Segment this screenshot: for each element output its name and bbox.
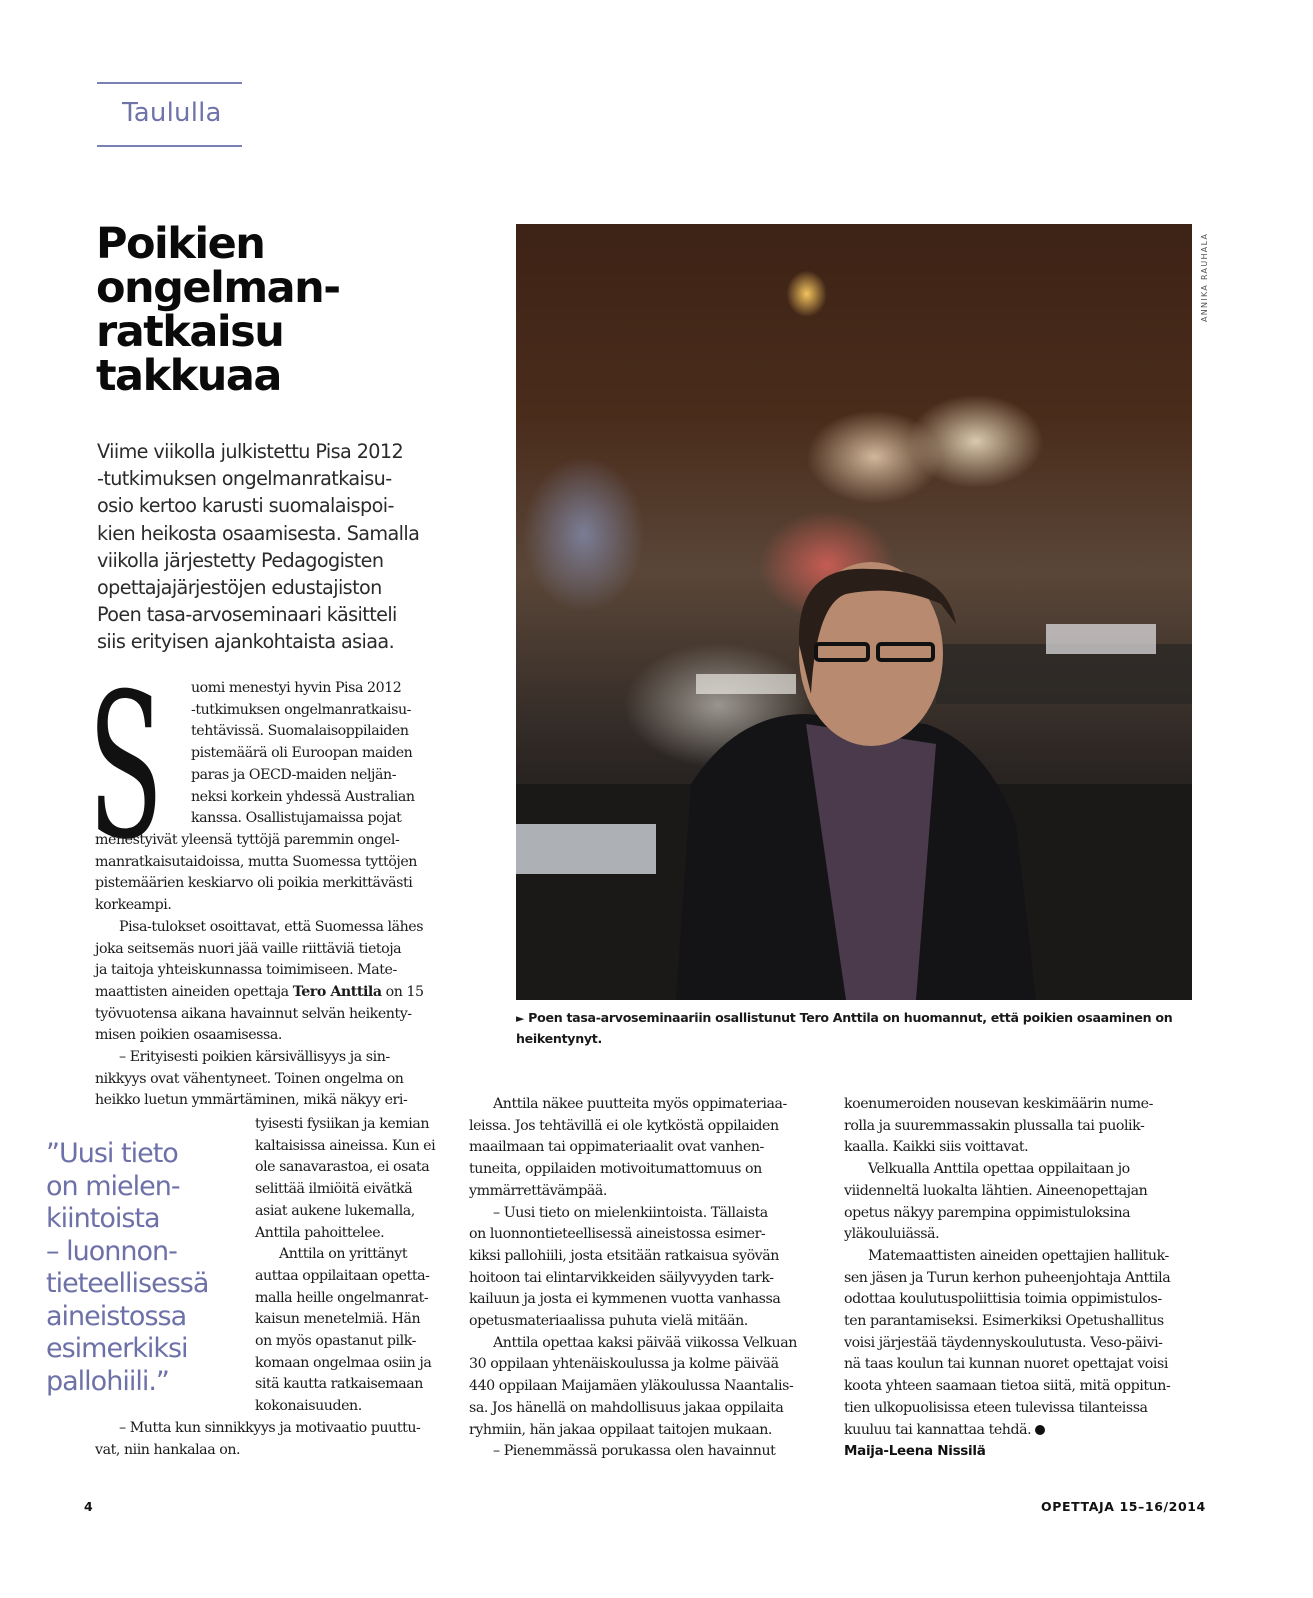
body-line: Velkualla Anttila opettaa oppilaitaan jo [868,1161,1130,1178]
photo-credit [1200,222,1212,322]
section-kicker: Taululla [122,98,222,128]
pull-quote-line: – luonnon- [46,1235,177,1267]
body-line: paras ja OECD-maiden neljän- [191,766,397,783]
body-column-1-middle [95,830,465,1112]
article-headline [96,219,476,401]
body-line: ryhmiin, hän jakaa oppilaat taitojen mukaan. [469,1421,772,1438]
body-line: misen poikien osaamisessa. [95,1027,282,1044]
body-line: koenumeroiden nousevan keskimäärin nume- [844,1096,1153,1112]
body-line: nä taas koulun tai kunnan nuoret opettajat voisi [844,1356,1168,1373]
body-line: -tutkimuksen ongelmanratkaisu- [191,701,411,718]
body-line: Anttila on yrittänyt [279,1246,408,1263]
body-line: leissa. Jos tehtävillä ei ole kytköstä oppilaiden [469,1117,779,1134]
body-line: nikkyys ovat vähentyneet. Toinen ongelma on [95,1070,404,1087]
author-byline: Maija-Leena Nissilä [844,1443,986,1460]
pull-quote-line: on mielen- [46,1170,180,1202]
body-line: on luonnontieteellisessä aineistossa esimer- [469,1226,766,1243]
body-line: asiat aukene lukemalla, [255,1202,415,1219]
body-line: ole sanavarastoa, ei osata [255,1159,430,1176]
body-line [95,982,465,1004]
body-line: – Erityisesti poikien kärsivällisyys ja sin- [119,1049,390,1066]
lead-line: kien heikosta osaamisesta. Samalla [97,521,420,545]
drop-cap: S [88,651,164,884]
body-column-2 [469,1094,819,1463]
body-line: kailuun ja josta ei kymmenen vuotta vanhassa [469,1291,781,1308]
lead-line: viikolla järjestetty Pedagogisten [97,548,384,572]
body-column-1-narrow [255,1114,465,1418]
lead-line: opettajajärjestöjen edustajiston [97,576,382,600]
body-line: 440 oppilaan Maijamäen yläkoulussa Naantalis- [469,1378,794,1395]
body-line: – Mutta kun sinnikkyys ja motivaatio puuttu- [119,1420,421,1436]
body-line: kaltaisissa aineissa. Kun ei [255,1137,436,1154]
body-line: Matemaattisten aineiden opettajien hallituk- [868,1247,1169,1264]
headline-line: Poikien [96,219,265,269]
body-line: malla heille ongelmanrat- [255,1289,429,1306]
paper-shape [696,674,796,694]
body-line: sitä kautta ratkaisemaan [255,1376,423,1393]
photo-caption [516,1008,1196,1049]
body-line: kiksi pallohiili, josta etsitään ratkaisua syövän [469,1247,779,1264]
body-line: manratkaisutaidoissa, mutta Suomessa tyttöjen [95,853,417,870]
body-line: odottaa koulutuspoliittisia toimia oppimistulos- [844,1291,1162,1308]
lead-line: -tutkimuksen ongelmanratkaisu- [97,467,392,491]
body-line: sen jäsen ja Turun kerhon puheenjohtaja Anttila [844,1269,1171,1286]
lead-line: Poen tasa-arvoseminaari käsitteli [97,603,397,627]
paper-shape [1046,624,1156,654]
body-text: on 15 [381,983,424,1000]
body-line: Anttila opettaa kaksi päivää viikossa Velkuan [493,1334,797,1351]
person-name: Tero Anttila [292,983,382,1000]
body-line: viidenneltä luokalta lähtien. Aineenopettajan [844,1182,1148,1199]
body-line: voisi järjestää täydennyskoulutusta. Veso-päivi- [844,1334,1163,1351]
article-photo [516,224,1192,1000]
photo-illustration [516,224,1192,1000]
lead-line: osio kertoo karusti suomalaispoi- [97,494,394,518]
body-line: on myös opastanut pilk- [255,1333,416,1350]
body-line: tuneita, oppilaiden motivoitumattomuus on [469,1161,762,1178]
body-column-1-top [191,678,461,830]
body-line: työvuotensa aikana havainnut selvän heikenty- [95,1005,412,1022]
lead-line: siis erityisen ajankohtaista asiaa. [97,630,395,654]
body-line: komaan ongelmaa osiin ja [255,1354,432,1371]
body-line: selittää ilmiöitä eivätkä [255,1181,413,1198]
body-line: pistemäärä oli Euroopan maiden [191,745,413,762]
lead-line: Viime viikolla julkistettu Pisa 2012 [97,440,404,463]
body-column-1-end [95,1418,465,1461]
pull-quote-line: ”Uusi tieto [46,1138,178,1169]
photo-credit-text: ANNIKA RAUHALA [1200,232,1209,322]
body-line: opetus näkyy parempina oppimistuloksina [844,1204,1131,1221]
body-column-3 [844,1094,1194,1463]
publication-issue: OPETTAJA 15–16/2014 [1041,1499,1206,1514]
body-line: maailmaan tai oppimateriaalit ovat vanhen- [469,1139,764,1156]
body-line: kaisun menetelmiä. Hän [255,1311,421,1328]
headline-line: takkuaa [96,351,281,401]
body-line: vat, niin hankalaa on. [95,1441,241,1458]
body-line: – Pienemmässä porukassa olen havainnut [493,1443,776,1460]
body-line: 30 oppilaan yhtenäiskoulussa ja kolme päivää [469,1356,779,1373]
body-line: opetusmateriaalissa puhuta vielä mitään. [469,1313,748,1330]
pull-quote-line: kiintoista [46,1203,160,1234]
pull-quote-line: pallohiili.” [46,1365,169,1397]
body-line: rolla ja suuremmassakin plussalla tai puolik- [844,1117,1145,1134]
body-line: kaalla. Kaikki siis voittavat. [844,1139,1029,1156]
body-line: yläkouluiässä. [844,1226,940,1243]
kicker-rule-bottom [97,145,242,147]
body-text: maattisten aineiden opettaja [95,983,293,1000]
body-line: pistemäärien keskiarvo oli poikia merkittävästi [95,875,413,892]
pull-quote [46,1138,246,1398]
body-line: joka seitsemäs nuori jää vaille riittäviä tietoja [95,940,402,957]
page-number: 4 [84,1499,93,1514]
body-line: tehtävissä. Suomalaisoppilaiden [191,723,409,740]
body-line: hoitoon tai elintarvikkeiden säilyvyyden tark- [469,1269,774,1286]
end-mark-icon [1035,1425,1045,1435]
body-line: neksi korkein yhdessä Australian [191,788,415,805]
body-line: ja taitoja yhteiskunnassa toimimiseen. Mate- [95,962,397,979]
body-line [844,1420,1194,1442]
body-line: uomi menestyi hyvin Pisa 2012 [191,680,402,696]
pull-quote-line: esimerkiksi [46,1333,188,1364]
headline-line: ongelman- [96,263,340,313]
body-line: korkeampi. [95,897,172,914]
body-line: heikko luetun ymmärtäminen, mikä näkyy eri- [95,1092,408,1109]
pull-quote-line: tieteellisessä [46,1268,209,1299]
body-line: kokonaisuuden. [255,1398,362,1415]
body-line: ymmärrettävämpää. [469,1182,607,1199]
paper-shape [516,824,656,874]
body-line: ten parantamiseksi. Esimerkiksi Opetushallitus [844,1313,1164,1330]
article-lead [97,438,457,656]
body-line: tien ulkopuolisissa eteen tulevissa tilanteissa [844,1399,1148,1416]
pull-quote-line: aineistossa [46,1300,187,1332]
kicker-rule-top [97,82,242,84]
body-line: Anttila näkee puutteita myös oppimateriaa- [493,1096,787,1112]
body-line: kanssa. Osallistujamaissa pojat [191,810,402,827]
headline-line: ratkaisu [96,307,284,357]
caption-marker-icon: ► [516,1012,525,1025]
body-line: tyisesti fysiikan ja kemian [255,1116,430,1132]
body-text: kuuluu tai kannattaa tehdä. [844,1421,1032,1438]
caption-text: Poen tasa-arvoseminaariin osallistunut Tero Anttila on huomannut, että poikien osaaminen on heikentynyt. [516,1010,1173,1046]
body-line: Anttila pahoittelee. [255,1224,385,1241]
body-line: Pisa-tulokset osoittavat, että Suomessa lähes [119,918,424,935]
body-line: sa. Jos hänellä on mahdollisuus jakaa oppilaita [469,1399,784,1416]
body-line: koota yhteen saamaan tietoa siitä, mitä oppitun- [844,1378,1171,1395]
body-line: – Uusi tieto on mielenkiintoista. Tällaista [493,1204,768,1221]
body-line: menestyivät yleensä tyttöjä paremmin ongel- [95,832,400,848]
body-line: auttaa oppilaitaan opetta- [255,1267,430,1284]
